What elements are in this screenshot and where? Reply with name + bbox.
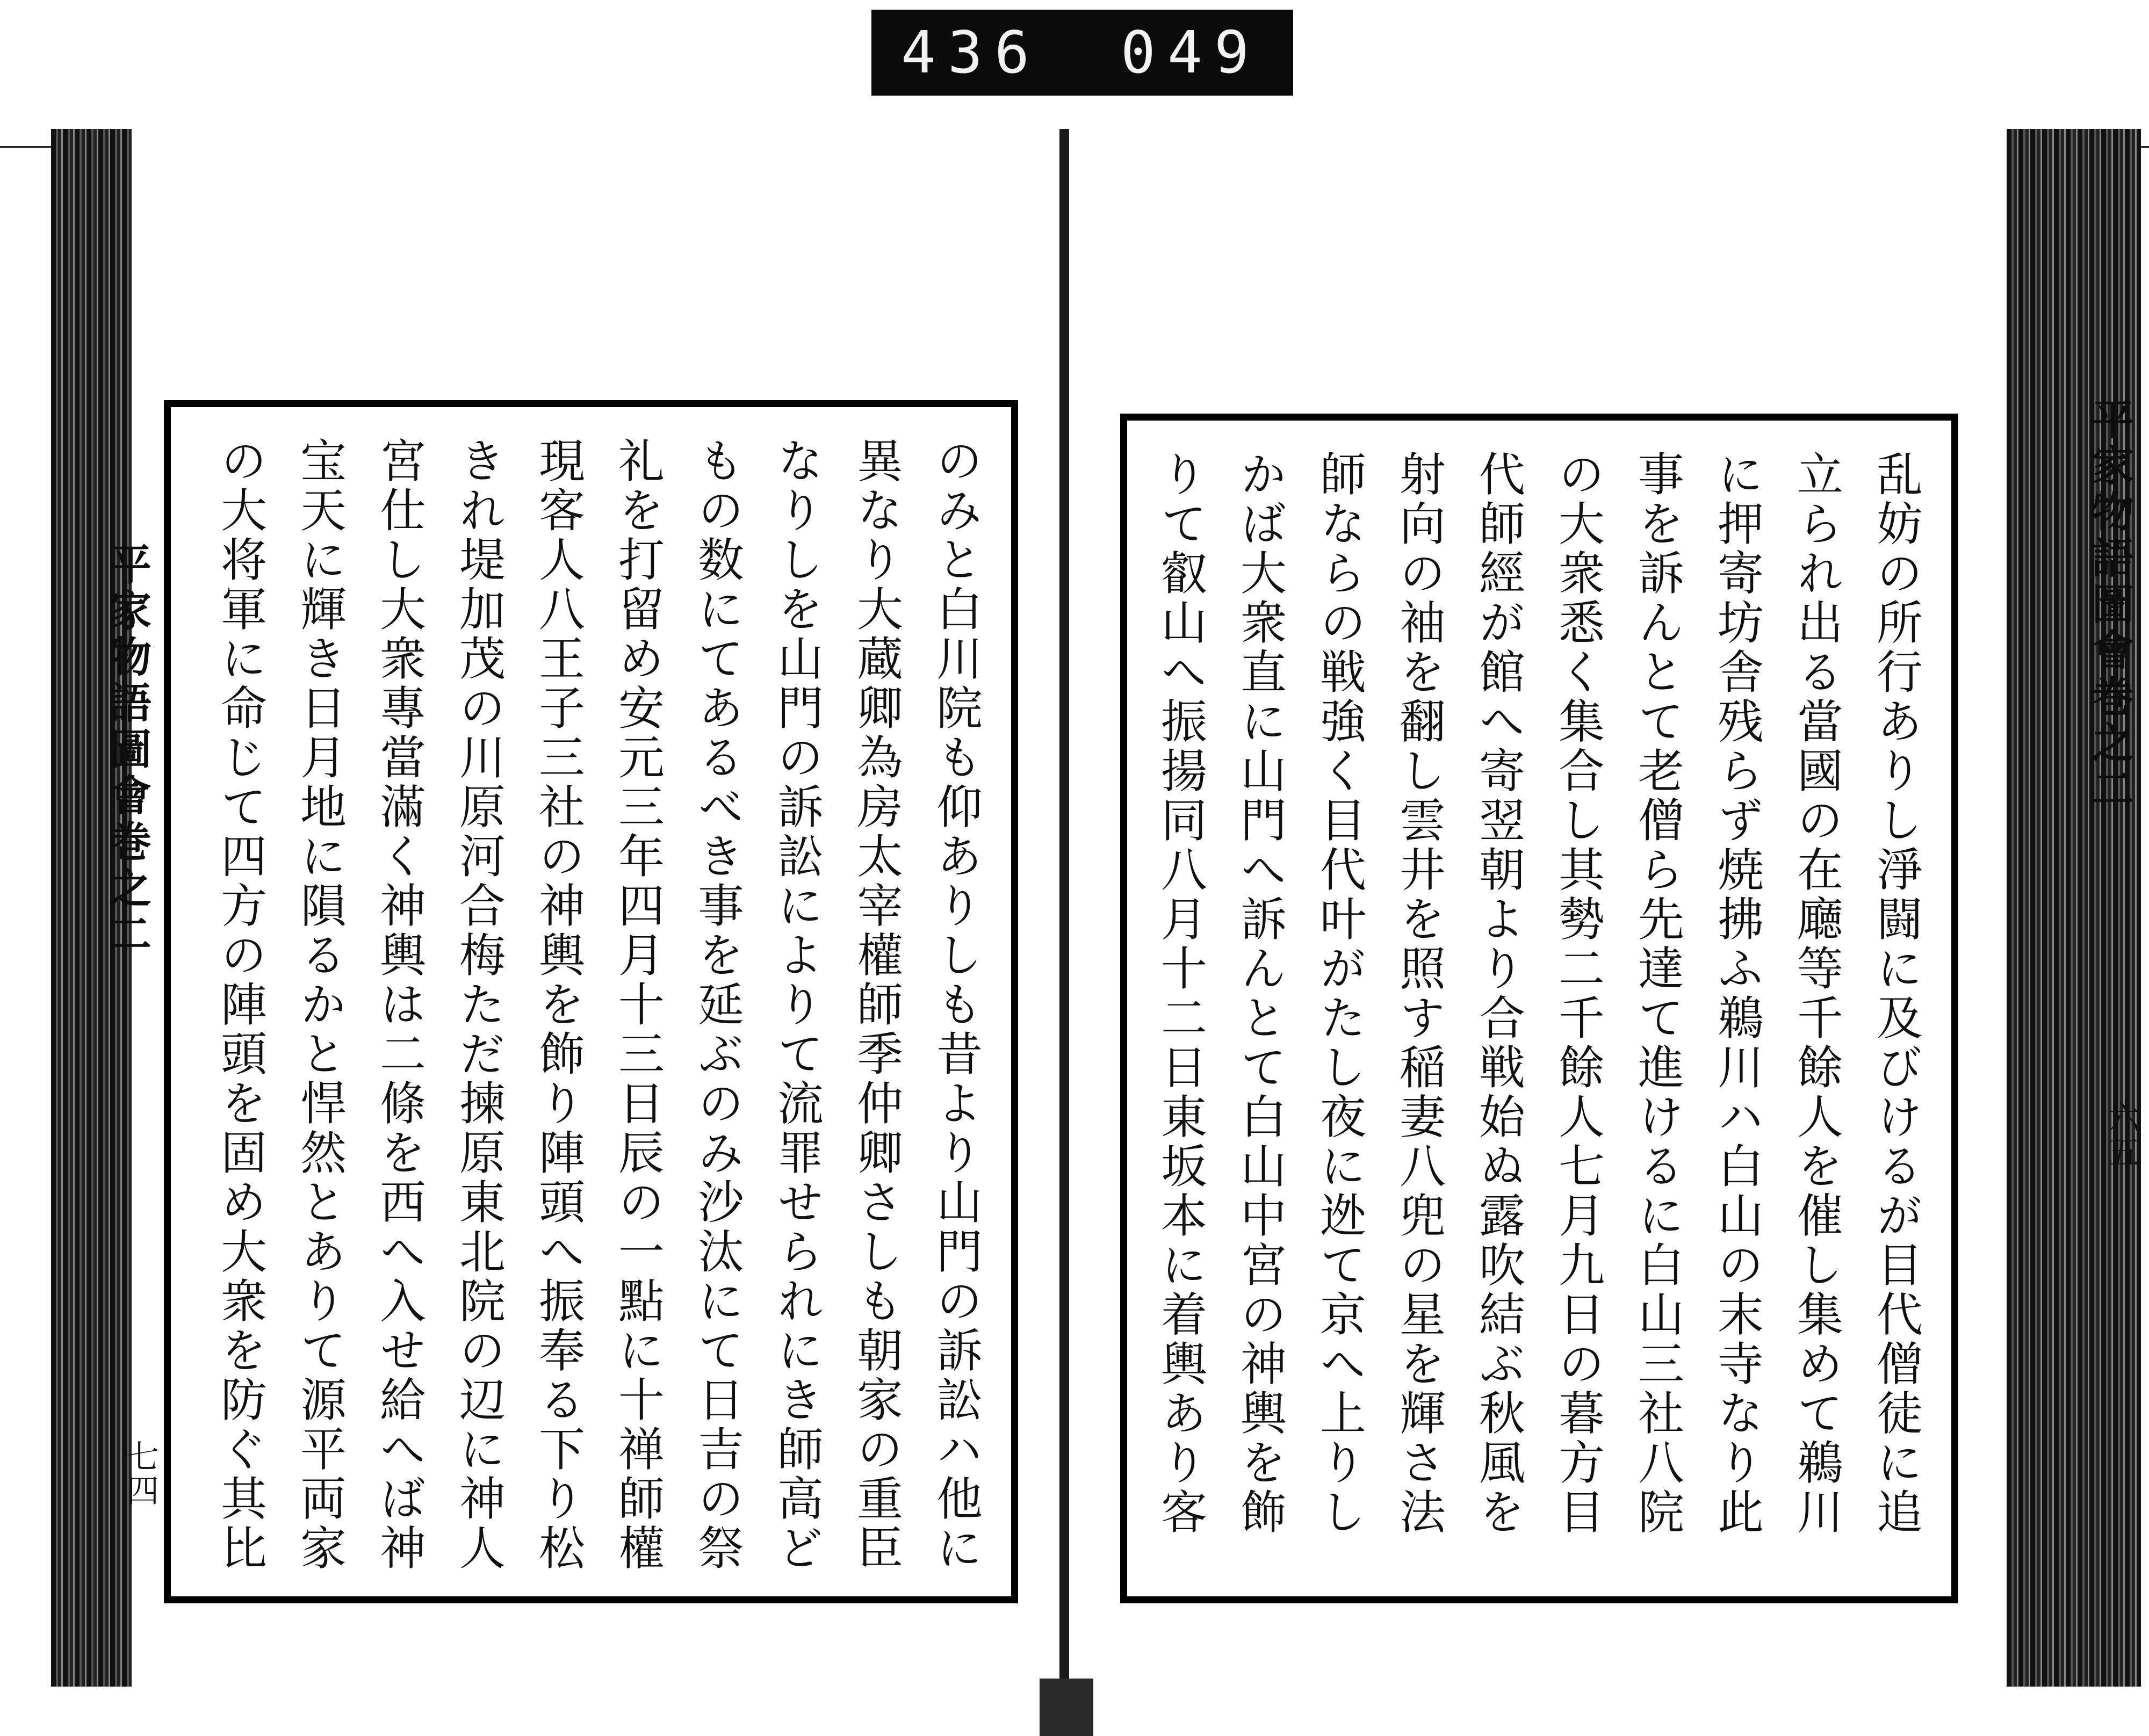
left-text-frame: [164, 400, 1018, 1603]
frame-number-right: 049: [1120, 19, 1261, 86]
frame-number-left: 436: [901, 19, 1042, 86]
right-body-text: 乱妨の所行ありし淨闘に及びけるが目代僧徒に追立られ出る當國の在廰等千餘人を催し集めて鵜川に押寄坊舎残らず焼拂ふ鵜川ハ白山の末寺なり此事を訴んとて老僧ら先達て進けるに白山三社八院の大衆悉く集合し其勢二千餘人七月九日の暮方目代師經が館へ寄翌朝より合戦始ぬ露吹結ぶ秋風を射向の袖を翻し雲井を照す稲妻八兜の星を輝さ法師ならの戦強く目代叶がたし夜に迯て京へ上りしかば大衆直に山門へ訴んとて白山中宮の神輿を飾りて叡山へ振揚同八月十二日東坂本に着輿あり客: [1153, 450, 1922, 1537]
right-folio: 六五: [2102, 1101, 2140, 1170]
right-margin-title: 平家物語圖會巻之二: [2085, 397, 2134, 813]
left-margin-title: 平家物語圖會巻之二: [103, 542, 152, 958]
left-folio: 七四: [121, 1440, 159, 1508]
right-text-frame: [1120, 414, 1958, 1603]
left-body-text: のみと白川院も仰ありしも昔より山門の訴訟ハ他に異なり大蔵卿為房太宰權師季仲卿さしも朝家の重臣なりしを山門の訴訟によりて流罪せられにき師高どもの数にてあるべき事を延ぶのみ沙汰にて日吉の祭礼を打留め安元三年四月十三日辰の一點に十禅師權現客人八王子三社の神輿を飾り陣頭へ振奉る下り松きれ堤加茂の川原河合梅ただ揀原東北院の辺に神人宮仕し大衆專當滿く神輿は二條を西へ入せ給へば神宝天に輝き日月地に隕るかと悍然とありて源平両家の大将軍に命じて四方の陣頭を固め大衆を防ぐ其比: [213, 437, 982, 1573]
spine-bottom: [1040, 1679, 1093, 1736]
right-page-edge: [2007, 129, 2141, 1687]
book-spine: [1059, 129, 1069, 1735]
frame-number-label: [871, 10, 1293, 96]
